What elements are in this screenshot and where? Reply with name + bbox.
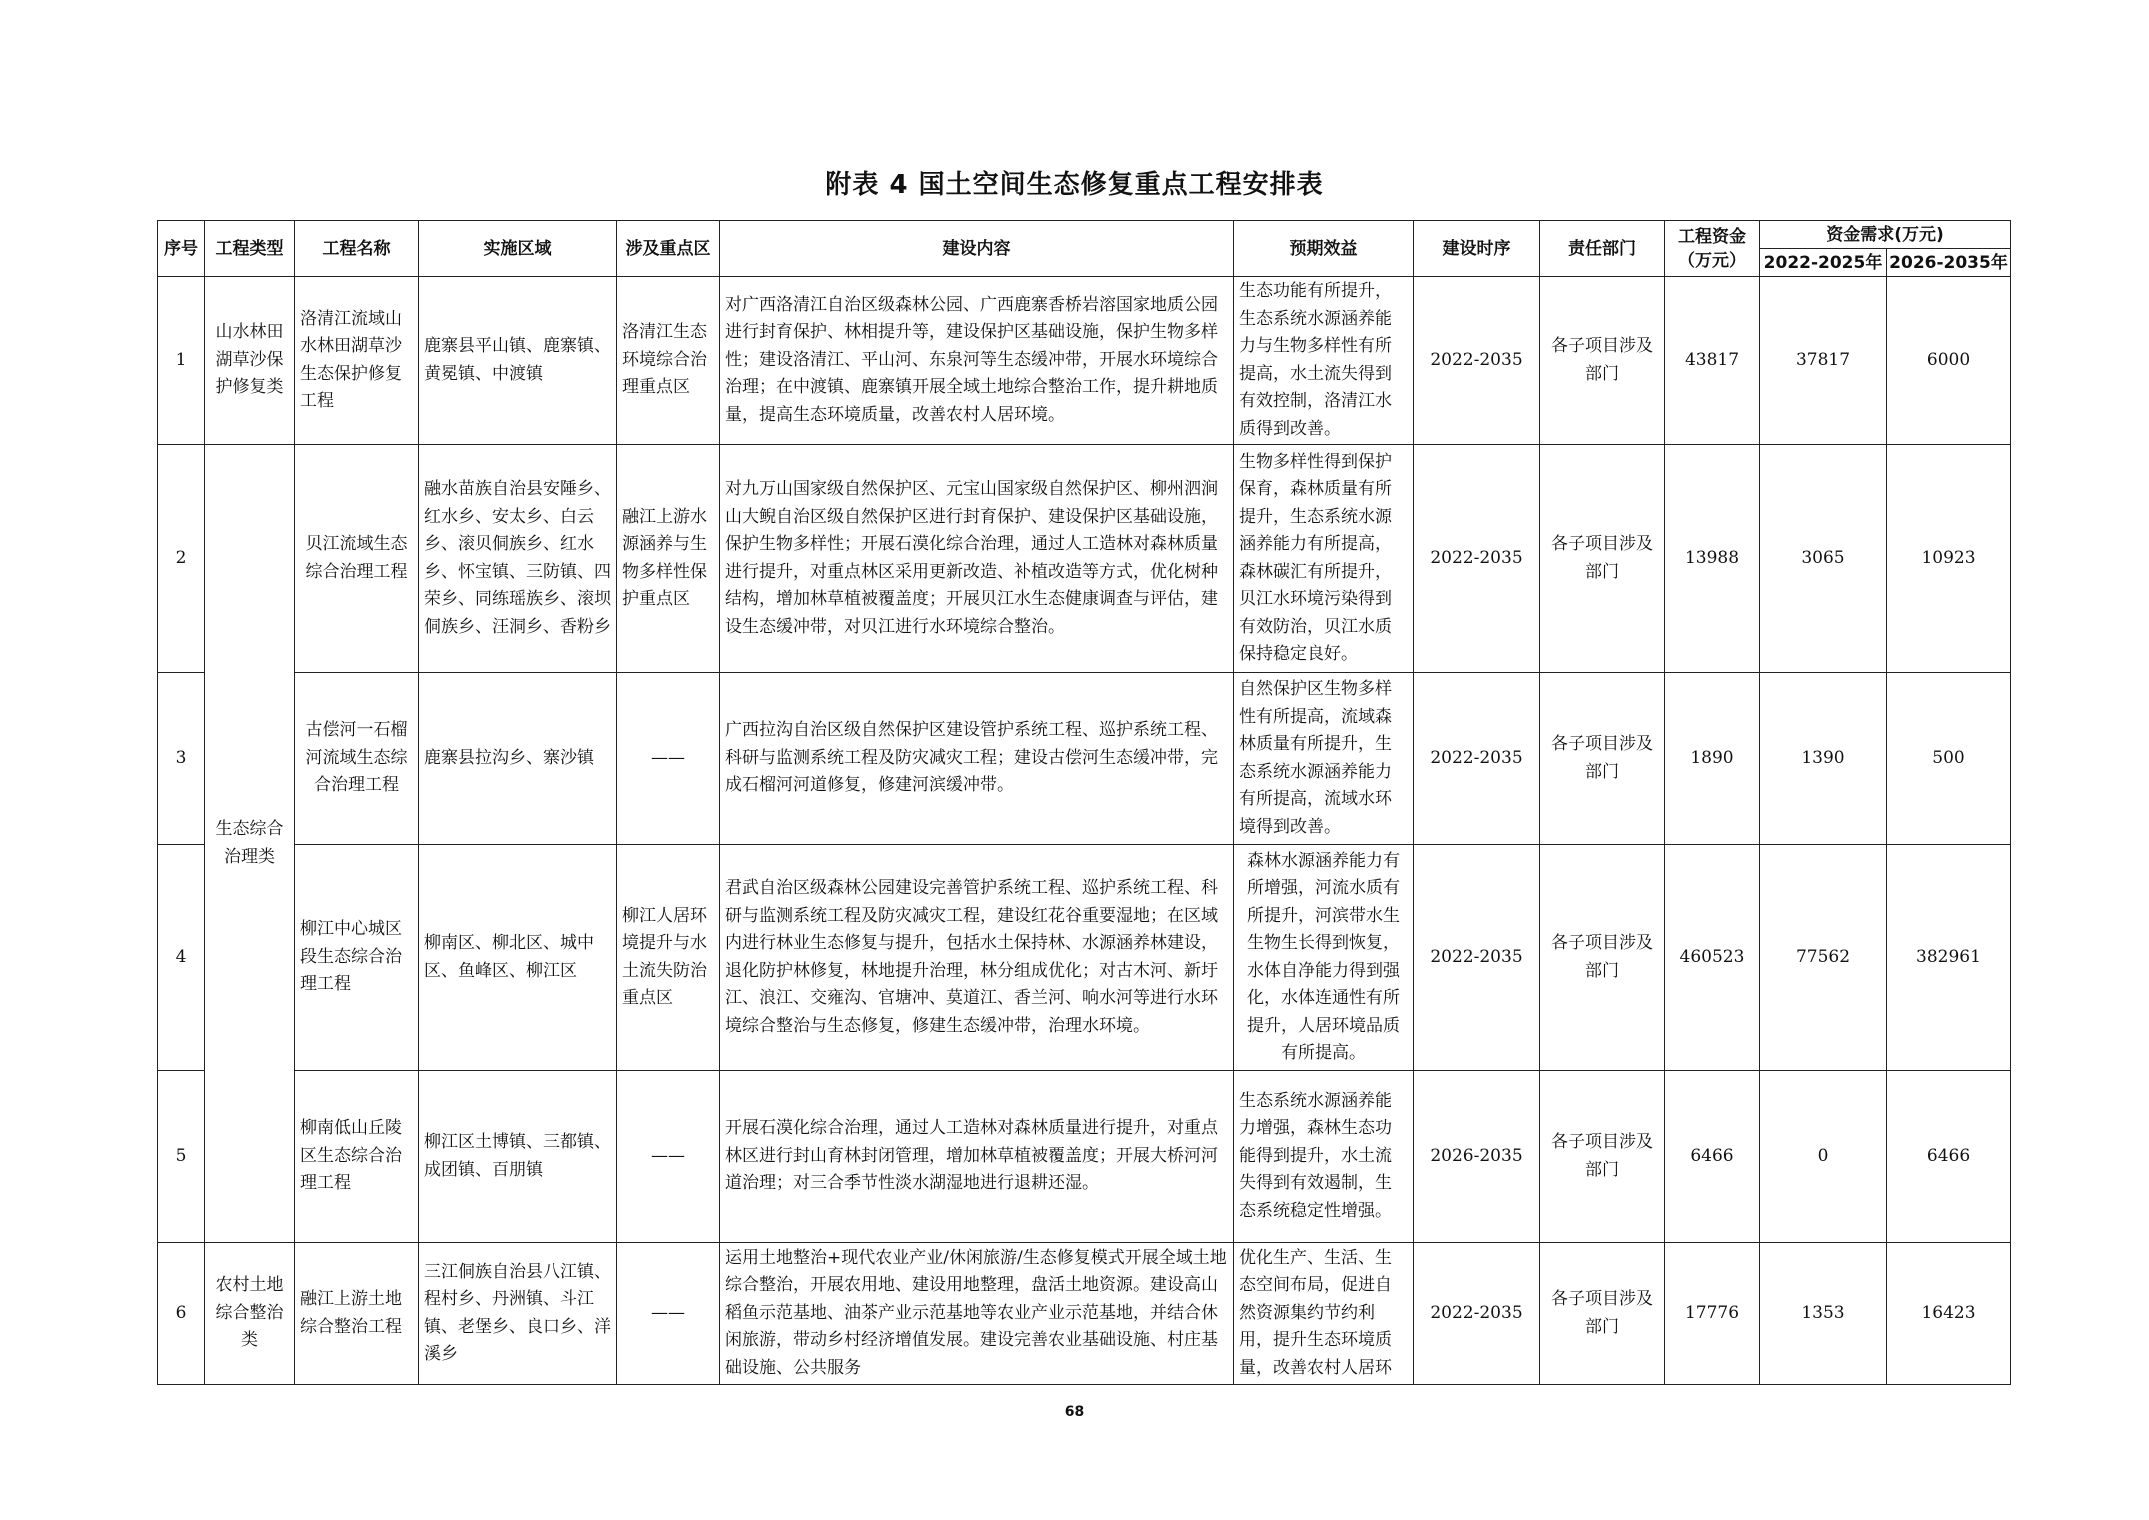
cell-need-a: 77562 xyxy=(1760,845,1887,1071)
header-need: 资金需求(万元) xyxy=(1760,221,2011,249)
cell-need-b: 10923 xyxy=(1887,445,2011,673)
page-title: 附表 4 国土空间生态修复重点工程安排表 xyxy=(825,170,1324,200)
cell-fund: 17776 xyxy=(1665,1243,1760,1385)
header-area: 实施区域 xyxy=(419,221,617,277)
cell-dept: 各子项目涉及部门 xyxy=(1540,1243,1665,1385)
cell-name: 柳江中心城区段生态综合治理工程 xyxy=(295,845,419,1071)
cell-zone: 洛清江生态环境综合治理重点区 xyxy=(617,277,720,445)
cell-need-a: 1353 xyxy=(1760,1243,1887,1385)
cell-name: 贝江流域生态综合治理工程 xyxy=(295,445,419,673)
cell-seq: 6 xyxy=(158,1243,205,1385)
cell-area: 鹿寨县平山镇、鹿寨镇、黄冕镇、中渡镇 xyxy=(419,277,617,445)
cell-seq: 5 xyxy=(158,1071,205,1243)
header-period: 建设时序 xyxy=(1414,221,1540,277)
cell-area: 三江侗族自治县八江镇、程村乡、丹洲镇、斗江镇、老堡乡、良口乡、洋溪乡 xyxy=(419,1243,617,1385)
cell-seq: 3 xyxy=(158,673,205,845)
cell-benefit: 自然保护区生物多样性有所提高，流域森林质量有所提升，生态系统水源涵养能力有所提高，流域水环境得到改善。 xyxy=(1234,673,1414,845)
header-name: 工程名称 xyxy=(295,221,419,277)
cell-zone: —— xyxy=(617,1243,720,1385)
table-row xyxy=(158,1071,2011,1243)
cell-need-b: 6466 xyxy=(1887,1071,2011,1243)
cell-need-a: 1390 xyxy=(1760,673,1887,845)
header-zone: 涉及重点区 xyxy=(617,221,720,277)
cell-benefit: 生物多样性得到保护保育，森林质量有所提升，生态系统水源涵养能力有所提高，森林碳汇有所提升，贝江水环境污染得到有效防治，贝江水质保持稳定良好。 xyxy=(1234,445,1414,673)
cell-period: 2022-2035 xyxy=(1414,845,1540,1071)
header-row-1 xyxy=(158,221,2011,249)
cell-zone: 融江上游水源涵养与生物多样性保护重点区 xyxy=(617,445,720,673)
cell-seq: 2 xyxy=(158,445,205,673)
cell-seq: 1 xyxy=(158,277,205,445)
header-fund: 工程资金（万元） xyxy=(1665,221,1760,277)
cell-content: 开展石漠化综合治理，通过人工造林对森林质量进行提升，对重点林区进行封山育林封闭管理，增加林草植被覆盖度；开展大桥河河道治理；对三合季节性淡水湖湿地进行退耕还湿。 xyxy=(720,1071,1234,1243)
cell-area: 鹿寨县拉沟乡、寨沙镇 xyxy=(419,673,617,845)
cell-need-a: 37817 xyxy=(1760,277,1887,445)
cell-content: 运用土地整治+现代农业产业/休闲旅游/生态修复模式开展全域土地综合整治，开展农用地、建设用地整理，盘活土地资源。建设高山稻鱼示范基地、油茶产业示范基地等农业产业示范基地，并结合休闲旅游，带动乡村经济增值发展。建设完善农业基础设施、村庄基础设施、公共服务 xyxy=(720,1243,1234,1385)
cell-area: 柳南区、柳北区、城中区、鱼峰区、柳江区 xyxy=(419,845,617,1071)
cell-period: 2022-2035 xyxy=(1414,1243,1540,1385)
cell-dept: 各子项目涉及部门 xyxy=(1540,673,1665,845)
cell-zone: —— xyxy=(617,673,720,845)
cell-need-b: 382961 xyxy=(1887,845,2011,1071)
table-row xyxy=(158,445,2011,673)
cell-benefit: 生态功能有所提升，生态系统水源涵养能力与生物多样性有所提高，水土流失得到有效控制，洛清江水质得到改善。 xyxy=(1234,277,1414,445)
cell-type: 山水林田湖草沙保护修复类 xyxy=(205,277,295,445)
cell-name: 古偿河一石榴河流域生态综合治理工程 xyxy=(295,673,419,845)
cell-name: 柳南低山丘陵区生态综合治理工程 xyxy=(295,1071,419,1243)
cell-content: 对九万山国家级自然保护区、元宝山国家级自然保护区、柳州泗涧山大鲵自治区级自然保护区进行封育保护、建设保护区基础设施，保护生物多样性；开展石漠化综合治理，通过人工造林对森林质量进行提升，对重点林区采用更新改造、补植改造等方式，优化树种结构，增加林草植被覆盖度；开展贝江水生态健康调查与评估，建设生态缓冲带，对贝江进行水环境综合整治。 xyxy=(720,445,1234,673)
cell-fund: 13988 xyxy=(1665,445,1760,673)
cell-area: 融水苗族自治县安陲乡、红水乡、安太乡、白云乡、滚贝侗族乡、红水乡、怀宝镇、三防镇、四荣乡、同练瑶族乡、滚坝侗族乡、汪洞乡、香粉乡 xyxy=(419,445,617,673)
header-benefit: 预期效益 xyxy=(1234,221,1414,277)
cell-content: 君武自治区级森林公园建设完善管护系统工程、巡护系统工程、科研与监测系统工程及防灾减灾工程，建设红花谷重要湿地；在区域内进行林业生态修复与提升，包括水土保持林、水源涵养林建设，退化防护林修复，林地提升治理，林分组成优化；对古木河、新圩江、浪江、交雍沟、官塘冲、莫道江、香兰河、响水河等进行水环境综合整治与生态修复，修建生态缓冲带，治理水环境。 xyxy=(720,845,1234,1071)
header-dept: 责任部门 xyxy=(1540,221,1665,277)
cell-seq: 4 xyxy=(158,845,205,1071)
cell-need-b: 16423 xyxy=(1887,1243,2011,1385)
cell-period: 2022-2035 xyxy=(1414,673,1540,845)
cell-period: 2022-2035 xyxy=(1414,445,1540,673)
cell-fund: 43817 xyxy=(1665,277,1760,445)
cell-zone: 柳江人居环境提升与水土流失防治重点区 xyxy=(617,845,720,1071)
cell-dept: 各子项目涉及部门 xyxy=(1540,277,1665,445)
table-row xyxy=(158,1243,2011,1385)
cell-fund: 460523 xyxy=(1665,845,1760,1071)
cell-fund: 1890 xyxy=(1665,673,1760,845)
project-table xyxy=(157,220,2011,1385)
cell-type: 生态综合治理类 xyxy=(205,445,295,1243)
table-row xyxy=(158,277,2011,445)
cell-dept: 各子项目涉及部门 xyxy=(1540,1071,1665,1243)
header-seq: 序号 xyxy=(158,221,205,277)
header-type: 工程类型 xyxy=(205,221,295,277)
table-row xyxy=(158,845,2011,1071)
header-need-b: 2026-2035年 xyxy=(1887,249,2011,277)
cell-content: 广西拉沟自治区级自然保护区建设管护系统工程、巡护系统工程、科研与监测系统工程及防灾减灾工程；建设古偿河生态缓冲带，完成石榴河河道修复，修建河滨缓冲带。 xyxy=(720,673,1234,845)
page-number: 68 xyxy=(1064,1404,1085,1420)
table-row xyxy=(158,673,2011,845)
cell-area: 柳江区土博镇、三都镇、成团镇、百朋镇 xyxy=(419,1071,617,1243)
cell-period: 2022-2035 xyxy=(1414,277,1540,445)
cell-need-b: 500 xyxy=(1887,673,2011,845)
cell-name: 融江上游土地综合整治工程 xyxy=(295,1243,419,1385)
cell-type: 农村土地综合整治类 xyxy=(205,1243,295,1385)
cell-need-a: 3065 xyxy=(1760,445,1887,673)
cell-dept: 各子项目涉及部门 xyxy=(1540,445,1665,673)
cell-zone: —— xyxy=(617,1071,720,1243)
cell-need-a: 0 xyxy=(1760,1071,1887,1243)
cell-name: 洛清江流域山水林田湖草沙生态保护修复工程 xyxy=(295,277,419,445)
cell-content: 对广西洛清江自治区级森林公园、广西鹿寨香桥岩溶国家地质公园进行封育保护、林相提升等，建设保护区基础设施，保护生物多样性；建设洛清江、平山河、东泉河等生态缓冲带，开展水环境综合治理；在中渡镇、鹿寨镇开展全域土地综合整治工作，提升耕地质量，提高生态环境质量，改善农村人居环境。 xyxy=(720,277,1234,445)
cell-period: 2026-2035 xyxy=(1414,1071,1540,1243)
header-content: 建设内容 xyxy=(720,221,1234,277)
header-need-a: 2022-2025年 xyxy=(1760,249,1887,277)
cell-benefit: 生态系统水源涵养能力增强，森林生态功能得到提升，水土流失得到有效遏制，生态系统稳定性增强。 xyxy=(1234,1071,1414,1243)
cell-benefit: 优化生产、生活、生态空间布局，促进自然资源集约节约利用，提升生态环境质量，改善农村人居环 xyxy=(1234,1243,1414,1385)
cell-need-b: 6000 xyxy=(1887,277,2011,445)
cell-benefit: 森林水源涵养能力有所增强，河流水质有所提升，河滨带水生生物生长得到恢复，水体自净能力得到强化，水体连通性有所提升，人居环境品质有所提高。 xyxy=(1234,845,1414,1071)
cell-fund: 6466 xyxy=(1665,1071,1760,1243)
cell-dept: 各子项目涉及部门 xyxy=(1540,845,1665,1071)
